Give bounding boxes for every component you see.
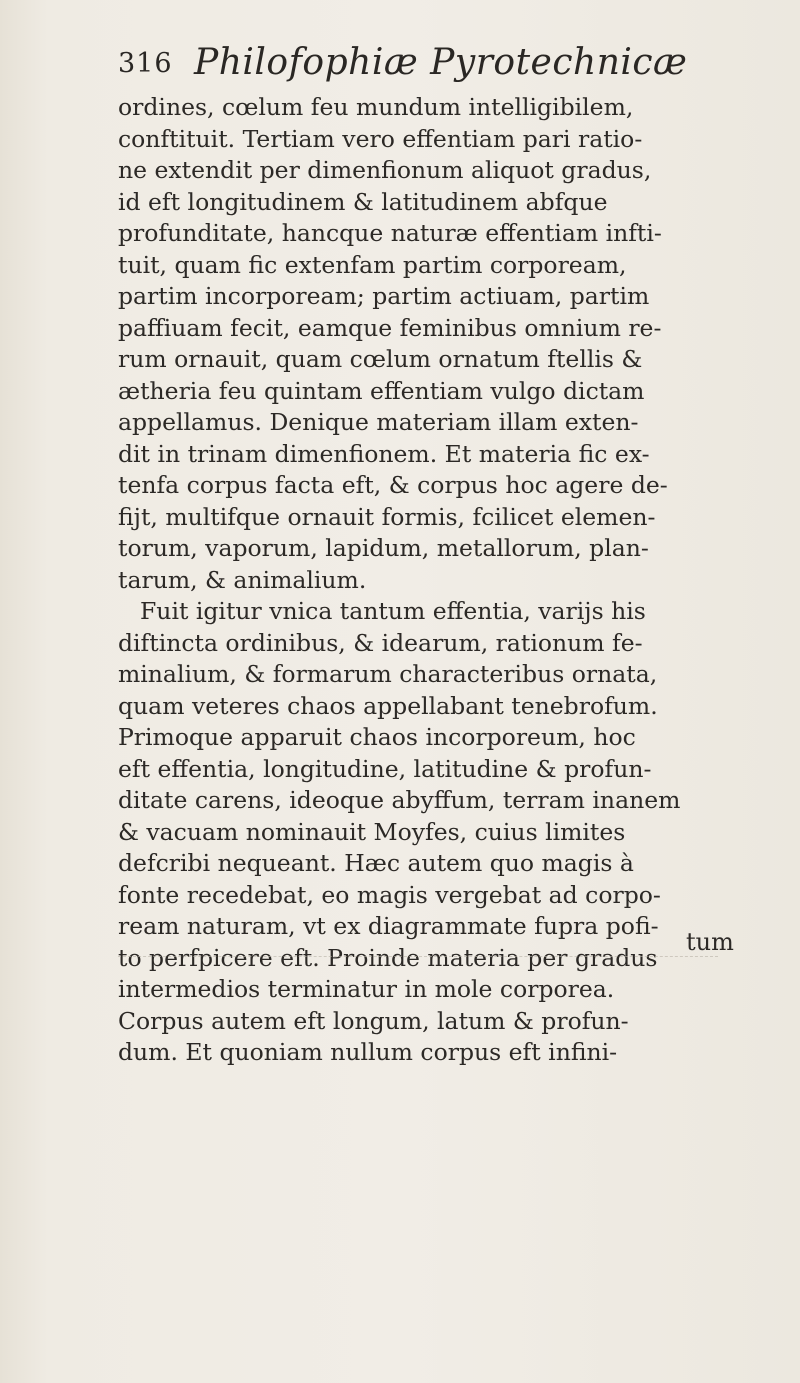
- text-line: eft effentia, longitudine, latitudine & profun-: [118, 754, 652, 783]
- text-line: quam veteres chaos appellabant tenebrofum.: [118, 691, 658, 720]
- page-number: 316: [118, 48, 173, 79]
- text-line: partim incorpoream; partim actiuam, partim: [118, 282, 650, 310]
- text-line: to perfpicere eft. Proinde materia per gradus: [118, 943, 658, 972]
- text-line: paffiuam fecit, eamque feminibus omnium re-: [118, 313, 662, 342]
- text-line: intermedios terminatur in mole corporea.: [118, 975, 615, 1003]
- text-line: defcribi nequeant. Hæc autem quo magis à: [118, 849, 634, 877]
- text-line: dit in trinam dimenfionem. Et materia fic ex-: [118, 439, 650, 468]
- text-line: Fuit igitur vnica tantum effentia, varijs his: [140, 597, 646, 625]
- running-head: Philofophiæ Pyrotechnicæ: [194, 42, 688, 83]
- catchword: tum: [686, 928, 734, 956]
- footer-rule: [118, 956, 718, 957]
- text-line: ditate carens, ideoque abyffum, terram inanem: [118, 786, 681, 814]
- text-line: fonte recedebat, eo magis vergebat ad corpo-: [118, 880, 661, 909]
- text-line: ne extendit per dimenfionum aliquot gradus,: [118, 156, 652, 184]
- page-header: [118, 38, 718, 94]
- text-line: minalium, & formarum characteribus ornata,: [118, 660, 658, 688]
- text-line: dum. Et quoniam nullum corpus eft infini-: [118, 1038, 618, 1066]
- text-line: appellamus. Denique materiam illam exten-: [118, 408, 639, 436]
- text-line: & vacuam nominauit Moyfes, cuius limites: [118, 817, 626, 846]
- text-line: ordines, cœlum feu mundum intelligibilem,: [118, 93, 634, 121]
- text-line: tuit, quam fic extenfam partim corpoream,: [118, 250, 627, 279]
- text-line: tarum, & animalium.: [118, 565, 367, 594]
- text-line: ætheria feu quintam effentiam vulgo dictam: [118, 376, 645, 405]
- text-line: tenfa corpus facta eft, & corpus hoc agere de-: [118, 471, 668, 499]
- text-line: profunditate, hancque naturæ effentiam infti-: [118, 219, 662, 247]
- text-line: Corpus autem eft longum, latum & profun-: [118, 1006, 629, 1035]
- text-line: ream naturam, vt ex diagrammate fupra pofi-: [118, 912, 659, 940]
- text-line: id eft longitudinem & latitudinem abfque: [118, 187, 608, 216]
- text-line: rum ornauit, quam cœlum ornatum ftellis &: [118, 345, 643, 373]
- text-line: fijt, multifque ornauit formis, fcilicet elemen-: [118, 502, 656, 531]
- text-line: Primoque apparuit chaos incorporeum, hoc: [118, 723, 636, 751]
- text-line: diftincta ordinibus, & idearum, rationum fe-: [118, 628, 643, 657]
- text-line: torum, vaporum, lapidum, metallorum, plan-: [118, 534, 649, 562]
- body-text: [118, 92, 758, 1069]
- text-line: conftituit. Tertiam vero effentiam pari ratio-: [118, 124, 643, 153]
